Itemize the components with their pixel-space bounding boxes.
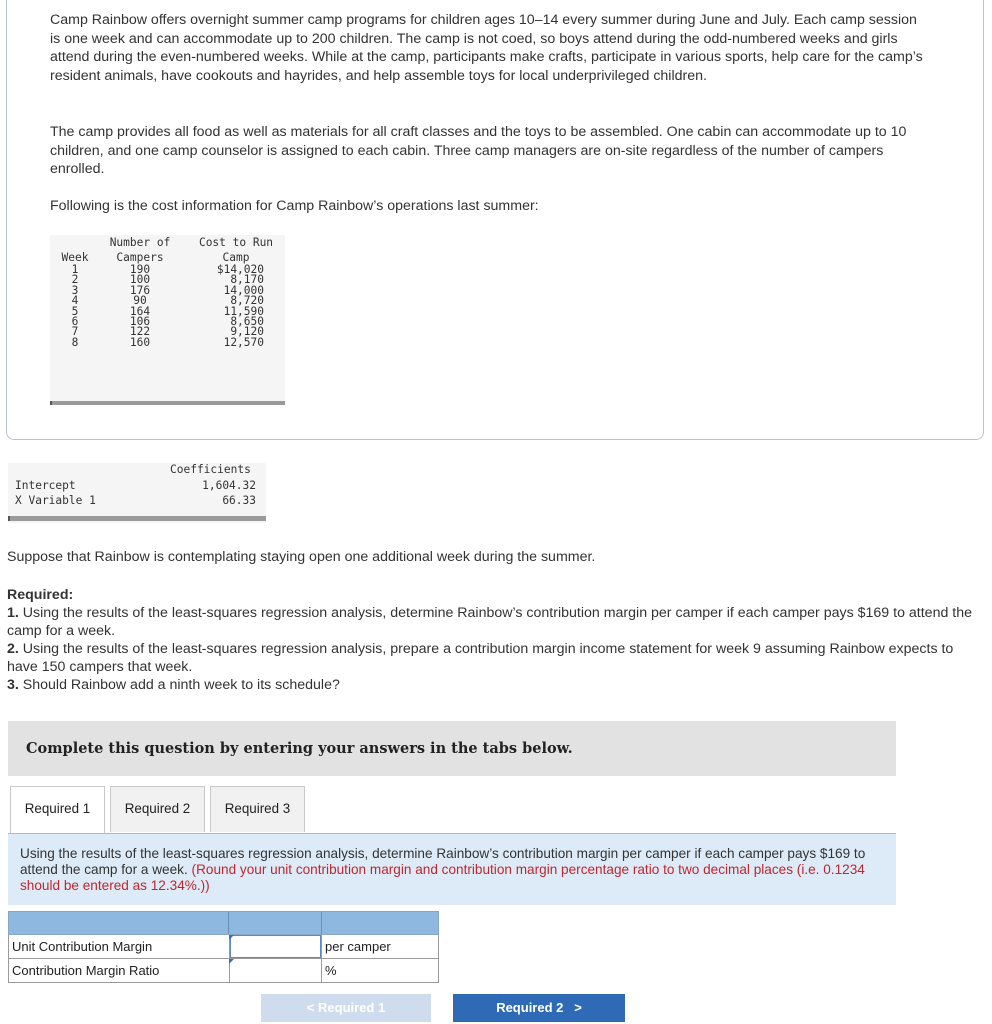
grid-column-divider [321,912,322,934]
next-label: Required 2 [496,1000,564,1015]
scenario-text: Suppose that Rainbow is contemplating staying open one additional week during the summer. [7,549,596,565]
requirement-1 [7,604,987,640]
campers-cell: 106 [129,314,151,328]
unit-label: per camper [325,939,391,954]
row-label: Unit Contribution Margin [12,939,153,954]
required-title: Required: [7,587,74,603]
instruction-text: Using the results of the least-squares regression analysis, determine Rainbow’s contribution margin per camper if each camper pays $169 to attend the camp for a week. [20,846,866,877]
input-cell [229,959,322,982]
previous-label: Required 1 [318,1000,386,1015]
input-cell [229,935,322,958]
requirement-3 [7,676,987,694]
requirement-number: 2. [7,641,19,657]
week-cell: 3 [71,283,79,297]
campers-cell: 90 [133,294,147,308]
week-cell: 8 [71,335,79,349]
campers-cell: 100 [129,273,151,287]
requirement-2 [7,640,987,676]
tab-required-3[interactable]: Required 3 [210,786,305,832]
instruction-banner: Complete this question by entering your answers in the tabs below. [8,721,896,776]
cost-table [50,235,285,405]
week-cell: 1 [71,263,79,276]
coefficients-table [8,463,266,523]
required-section [7,586,987,694]
cost-column [190,235,282,348]
week-cell: 5 [71,304,79,318]
cost-cell: 11,590 [223,304,264,318]
intro-paragraph-2: The camp provides all food as well as materials for all craft classes and the toys to be assembled. One cabin can accommodate up to 10 children, and one camp counselor is assigned to each cabin. Three camp managers are on-site regardless of the number of campers enrolled. [50,124,907,178]
contribution-margin-ratio-input[interactable] [230,959,321,982]
rounding-note: (Round your unit contribution margin and contribution margin percentage ratio to two decimal places (i.e. 0.1234 should be entered as 12.34%.)) [20,862,865,893]
table-divider [8,516,266,521]
cell-marker-icon [229,935,234,940]
intro-paragraph-3: Following is the cost information for Camp Rainbow’s operations last summer: [50,198,539,214]
cost-header: Cost to Run Camp [198,236,274,265]
row-label: Contribution Margin Ratio [12,963,160,978]
campers-cell: 176 [129,283,151,297]
x-variable-value: 66.33 [222,494,256,507]
chevron-right-icon: > [574,1000,582,1015]
week-header: Week [61,251,89,265]
requirement-number: 1. [7,605,19,621]
grid-header [8,911,439,935]
requirement-text: Using the results of the least-squares regression analysis, prepare a contribution margin income statement for week 9 assuming Rainbow expects to have 150 campers that week. [7,641,954,675]
coefficients-header: Coefficients [170,463,251,476]
week-cell: 7 [71,325,79,339]
chevron-left-icon: < [306,1000,315,1015]
intercept-label: Intercept [15,479,76,492]
tab-required-1[interactable]: Required 1 [10,786,105,834]
grid-row-unit-contribution-margin [8,935,439,959]
cost-cell: 8,170 [230,273,264,287]
campers-cell: 190 [129,263,151,276]
cost-cell: 8,650 [230,314,264,328]
tab-required-2[interactable]: Required 2 [110,786,205,832]
campers-cell: 160 [129,335,151,349]
cost-cell: 12,570 [223,335,264,349]
grid-column-divider [228,912,229,934]
requirement-number: 3. [7,677,19,693]
campers-header: Number of Campers [109,236,171,265]
cost-cell: 9,120 [230,325,264,339]
intercept-value: 1,604.32 [202,479,256,492]
cost-cell: 14,000 [223,283,264,297]
intro-paragraph-1: Camp Rainbow offers overnight summer camp programs for children ages 10–14 every summer during June and July. Each camp session is one week and can accommodate up to 200 children. The camp is not coed, so boys attend during the odd-numbered weeks and girls attend during the even-numbered weeks. While at the camp, participants make crafts, participate in various sports, help care for the camp’s resident animals, have cookouts and hayrides, and help assemble toys for local underprivileged children. [50,12,923,84]
tab-instructions [8,833,896,905]
x-variable-label: X Variable 1 [15,494,96,507]
grid-row-contribution-margin-ratio [8,959,439,983]
campers-cell: 122 [129,325,151,339]
cell-marker-icon [229,959,234,964]
previous-button[interactable] [261,994,431,1022]
cost-cell: $14,020 [216,263,264,276]
week-cell: 2 [71,273,79,287]
unit-label: % [325,963,337,978]
table-divider [50,401,285,405]
requirement-text: Should Rainbow add a ninth week to its schedule? [18,677,340,693]
campers-cell: 164 [129,304,151,318]
unit-contribution-margin-input[interactable] [230,935,321,958]
week-column [59,235,91,348]
next-button[interactable] [453,994,625,1022]
requirement-text: Using the results of the least-squares regression analysis, determine Rainbow’s contribution margin per camper if each camper pays $169 to attend the camp for a week. [7,605,973,639]
week-cell: 4 [71,294,79,308]
campers-column [104,235,176,348]
week-cell: 6 [71,314,79,328]
cost-cell: 8,720 [230,294,264,308]
